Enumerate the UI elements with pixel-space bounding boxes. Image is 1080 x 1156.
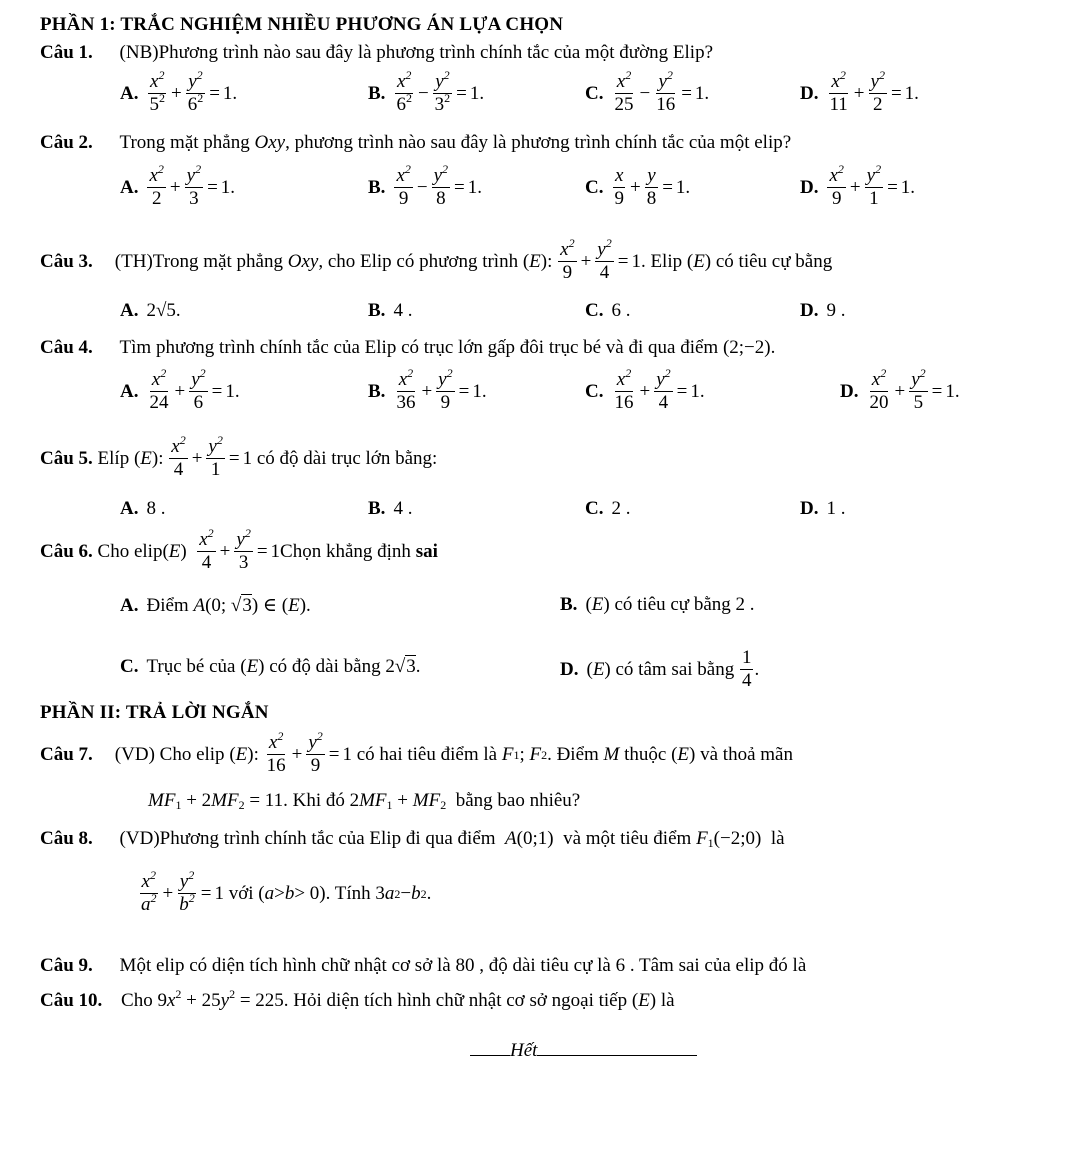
question-1 <box>40 42 713 64</box>
question-1-text: (NB)Phương trình nào sau đây là phương trình chính tắc của một đường Elip? <box>119 42 713 63</box>
q2-option-a[interactable]: A. $\frac{x^2}{2}$ + $\frac{y^2}{3}$ = 1. <box>120 162 236 209</box>
q1-option-a[interactable]: A. $\frac{x^2}{5^2}$ + $\frac{y^2}{6^2}$ = 1. <box>120 68 238 115</box>
q1-option-b[interactable]: B. $\frac{x^2}{6^2}$ − $\frac{y^2}{3^2}$ = 1. <box>368 68 485 115</box>
question-8: Câu 8. (VD)Phương trình chính tắc của Elip đi qua điểm A(0;1) và một tiêu điểm $F_1(-2;0)$ là <box>40 828 785 850</box>
q4-option-c[interactable]: C. $\frac{x^2}{16}$ + $\frac{y^2}{4}$ = 1. <box>585 366 705 413</box>
q2-option-c[interactable]: C. $\frac{x}{9}$ + $\frac{y}{8}$ = 1. <box>585 165 691 209</box>
q3-option-c[interactable]: C. 6 . <box>585 300 631 321</box>
q6-option-a[interactable]: A. Điểm A (0; √ 3 ) ∈ ( E ). <box>120 594 311 616</box>
question-5: Câu 5. Elíp ( E ): $\frac{x^2}{4}$ + $\frac{y^2}{1}$ = 1 có độ dài trục lớn bằng: <box>40 433 438 480</box>
q4-option-d[interactable]: D. $\frac{x^2}{20}$ + $\frac{y^2}{5}$ = 1. <box>840 366 960 413</box>
q6-option-c[interactable]: C. Trục bé của ( E ) có độ dài bằng 2√ 3 . <box>120 655 421 677</box>
footer-rule-right <box>537 1055 697 1056</box>
q1-option-c[interactable]: C. $\frac{x^2}{25}$ − $\frac{y^2}{16}$ = 1. <box>585 68 710 115</box>
question-4: Câu 4. Tìm phương trình chính tắc của Elip có trục lớn gấp đôi trục bé và đi qua điểm (2;−2). <box>40 337 776 358</box>
q3-option-b[interactable]: B. 4 . <box>368 300 413 321</box>
q3-option-a[interactable]: A. 2√5. <box>120 300 181 321</box>
q4-option-b[interactable]: B. $\frac{x^2}{36}$ + $\frac{y^2}{9}$ = 1. <box>368 366 487 413</box>
q2-option-b[interactable]: B. $\frac{x^2}{9}$ − $\frac{y^2}{8}$ = 1. <box>368 162 482 209</box>
part2-title: PHẦN II: TRẢ LỜI NGẮN <box>40 702 269 723</box>
footer-rule-left <box>470 1055 510 1056</box>
question-8-line2: $\frac{x^2}{a^2}$ + $\frac{y^2}{b^2}$ = 1 với ( a > b > 0) . Tính 3 a 2 − b 2 . <box>141 868 432 915</box>
question-10: Câu 10. Cho $9x^2 + 25y^2 = 225$. Hỏi diện tích hình chữ nhật cơ sở ngoại tiếp (E) là <box>40 987 675 1011</box>
q3-option-d[interactable]: D. 9 . <box>800 300 846 321</box>
q5-option-a[interactable]: A. 8 . <box>120 498 166 519</box>
q6-option-d[interactable]: D. ( E ) có tâm sai bằng $\frac{1}{4}$ . <box>560 647 760 691</box>
q5-option-c[interactable]: C. 2 . <box>585 498 631 519</box>
footer-end: Hết <box>470 1040 697 1062</box>
question-9: Câu 9. Một elip có diện tích hình chữ nhật cơ sở là 80 , độ dài tiêu cự là 6 . Tâm sai của elip đó là <box>40 955 807 976</box>
q2-option-d[interactable]: D. $\frac{x^2}{9}$ + $\frac{y^2}{1}$ = 1. <box>800 162 916 209</box>
question-7: Câu 7. (VD) Cho elip ( E ): $\frac{x^2}{16}$ + $\frac{y^2}{9}$ = 1 có hai tiêu điểm là F 1 ; F 2 . Điểm M thuộc ( E ) và thoả mãn <box>40 729 793 776</box>
question-6: Câu 6. Cho elip ( E ) $\frac{x^2}{4}$ + $\frac{y^2}{3}$ = 1 Chọn khẳng định sai <box>40 526 438 573</box>
question-3: Câu 3. (TH)Trong mặt phẳng Oxy , cho Elip có phương trình ( E ): $\frac{x^2}{9}$ + $\frac{y^2}{4}$ = 1 . Elip ( E ) có tiêu cự bằng <box>40 236 833 283</box>
part1-title: PHẦN 1: TRẮC NGHIỆM NHIỀU PHƯƠNG ÁN LỰA CHỌN <box>40 14 564 35</box>
q5-option-d[interactable]: D. 1 . <box>800 498 846 519</box>
question-7-line2: $MF_1 + 2MF_2 = 11$. Khi đó $2MF_1 + MF_2$ bằng bao nhiêu? <box>148 790 581 812</box>
q1-option-d[interactable]: D. $\frac{x^2}{11}$ + $\frac{y^2}{2}$ = 1. <box>800 68 919 115</box>
q4-option-a[interactable]: A. $\frac{x^2}{24}$ + $\frac{y^2}{6}$ = 1. <box>120 366 240 413</box>
q5-option-b[interactable]: B. 4 . <box>368 498 413 519</box>
q6-option-b[interactable]: B. ( E ) có tiêu cự bằng 2 . <box>560 594 755 615</box>
question-1-label: Câu 1. <box>40 42 93 63</box>
question-2: Câu 2. Trong mặt phẳng Oxy, phương trình nào sau đây là phương trình chính tắc của một elip? <box>40 132 792 153</box>
